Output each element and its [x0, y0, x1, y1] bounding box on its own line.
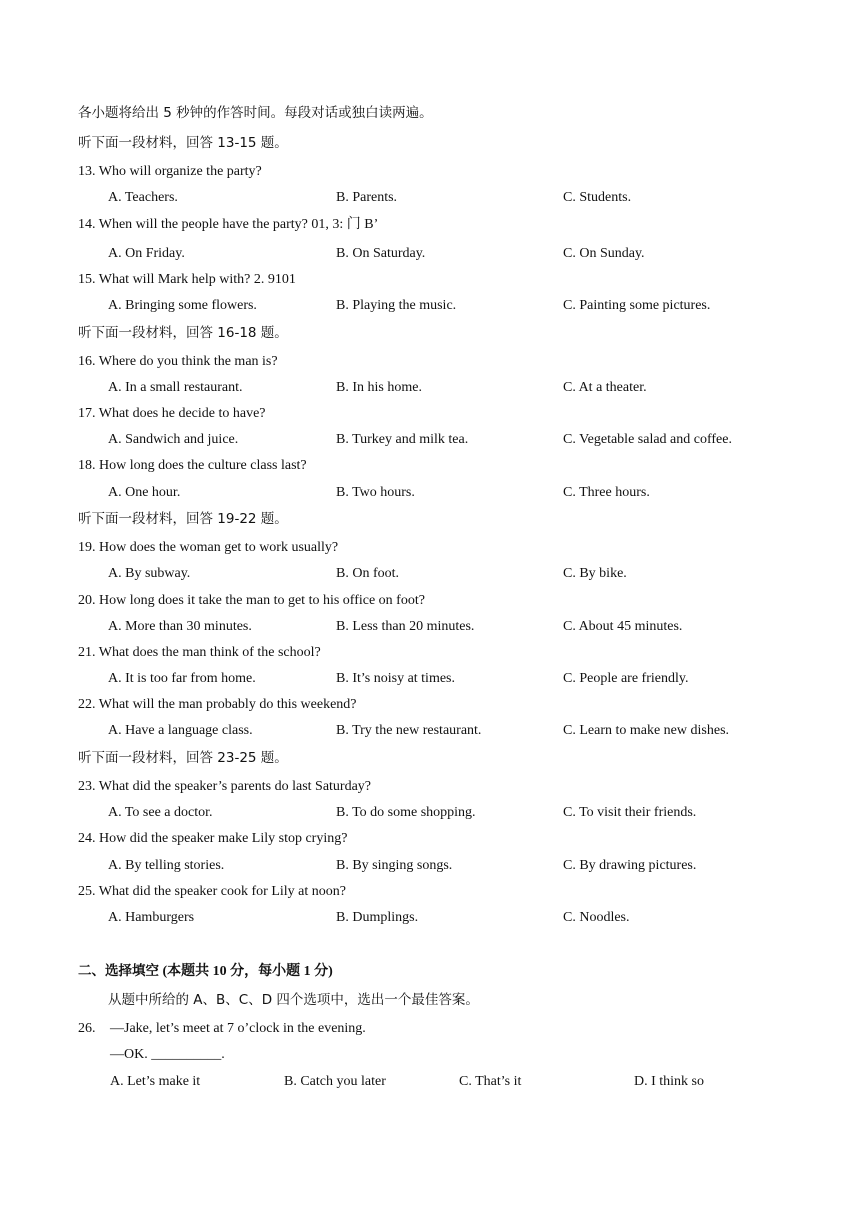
group-heading-19-22: 听下面一段材料，回答 19-22 题。: [78, 511, 288, 527]
section-2-instruction: 从题中所给的 A、B、C、D 四个选项中，选出一个最佳答案。: [108, 992, 479, 1008]
option-16-b: B. In his home.: [336, 380, 422, 395]
option-14-b: B. On Saturday.: [336, 246, 426, 261]
option-18-b: B. Two hours.: [336, 485, 415, 500]
option-20-a: A. More than 30 minutes.: [108, 619, 252, 634]
option-17-a: A. Sandwich and juice.: [108, 432, 239, 447]
question-19: 19. How does the woman get to work usually?: [78, 540, 339, 555]
question-13: 13. Who will organize the party?: [78, 164, 262, 179]
option-26-d: D. I think so: [634, 1074, 704, 1089]
question-20: 20. How long does it take the man to get to his office on foot?: [78, 593, 425, 608]
option-26-a: A. Let’s make it: [110, 1074, 201, 1089]
question-26-line2: —OK. __________.: [110, 1047, 225, 1062]
question-16: 16. Where do you think the man is?: [78, 354, 278, 369]
question-23: 23. What did the speaker’s parents do last Saturday?: [78, 779, 372, 794]
option-22-a: A. Have a language class.: [108, 723, 253, 738]
question-17: 17. What does he decide to have?: [78, 406, 266, 421]
option-23-b: B. To do some shopping.: [336, 805, 476, 820]
option-25-b: B. Dumplings.: [336, 910, 419, 925]
option-19-a: A. By subway.: [108, 566, 191, 581]
option-15-b: B. Playing the music.: [336, 298, 457, 313]
option-18-c: C. Three hours.: [563, 485, 650, 500]
question-14: 14. When will the people have the party? 01, 3: 门 B’: [78, 217, 379, 232]
option-26-b: B. Catch you later: [284, 1074, 386, 1089]
option-14-c: C. On Sunday.: [563, 246, 645, 261]
option-22-c: C. Learn to make new dishes.: [563, 723, 730, 738]
question-22: 22. What will the man probably do this weekend?: [78, 697, 357, 712]
group-heading-13-15: 听下面一段材料，回答 13-15 题。: [78, 135, 288, 151]
option-13-b: B. Parents.: [336, 190, 398, 205]
option-14-a: A. On Friday.: [108, 246, 185, 261]
option-20-c: C. About 45 minutes.: [563, 619, 683, 634]
section-2-title-points: (本题共 10 分，每小题 1 分): [162, 964, 333, 979]
question-18: 18. How long does the culture class last?: [78, 458, 307, 473]
option-15-c: C. Painting some pictures.: [563, 298, 711, 313]
option-16-a: A. In a small restaurant.: [108, 380, 243, 395]
option-25-a: A. Hamburgers: [108, 910, 195, 925]
question-21: 21. What does the man think of the school?: [78, 645, 321, 660]
option-19-b: B. On foot.: [336, 566, 399, 581]
intro-line: 各小题将给出 5 秒钟的作答时间。每段对话或独白读两遍。: [78, 105, 433, 121]
group-heading-16-18: 听下面一段材料，回答 16-18 题。: [78, 325, 288, 341]
option-22-b: B. Try the new restaurant.: [336, 723, 482, 738]
option-20-b: B. Less than 20 minutes.: [336, 619, 475, 634]
option-23-c: C. To visit their friends.: [563, 805, 697, 820]
option-24-c: C. By drawing pictures.: [563, 858, 697, 873]
option-24-a: A. By telling stories.: [108, 858, 225, 873]
option-21-c: C. People are friendly.: [563, 671, 689, 686]
option-15-a: A. Bringing some flowers.: [108, 298, 257, 313]
section-2-title-cn: 二、选择填空: [78, 963, 159, 979]
option-19-c: C. By bike.: [563, 566, 627, 581]
question-24: 24. How did the speaker make Lily stop crying?: [78, 831, 348, 846]
option-13-a: A. Teachers.: [108, 190, 178, 205]
option-23-a: A. To see a doctor.: [108, 805, 213, 820]
question-26-number: 26.: [78, 1021, 96, 1036]
group-heading-23-25: 听下面一段材料，回答 23-25 题。: [78, 750, 288, 766]
option-17-c: C. Vegetable salad and coffee.: [563, 432, 732, 447]
option-16-c: C. At a theater.: [563, 380, 647, 395]
option-21-b: B. It’s noisy at times.: [336, 671, 455, 686]
option-17-b: B. Turkey and milk tea.: [336, 432, 469, 447]
option-18-a: A. One hour.: [108, 485, 181, 500]
option-24-b: B. By singing songs.: [336, 858, 453, 873]
section-2-title: [78, 962, 333, 981]
question-26-line1: —Jake, let’s meet at 7 o’clock in the evening.: [110, 1021, 366, 1036]
question-15: 15. What will Mark help with? 2. 9101: [78, 272, 296, 287]
option-26-c: C. That’s it: [459, 1074, 522, 1089]
question-25: 25. What did the speaker cook for Lily at noon?: [78, 884, 346, 899]
option-13-c: C. Students.: [563, 190, 632, 205]
option-21-a: A. It is too far from home.: [108, 671, 256, 686]
option-25-c: C. Noodles.: [563, 910, 630, 925]
